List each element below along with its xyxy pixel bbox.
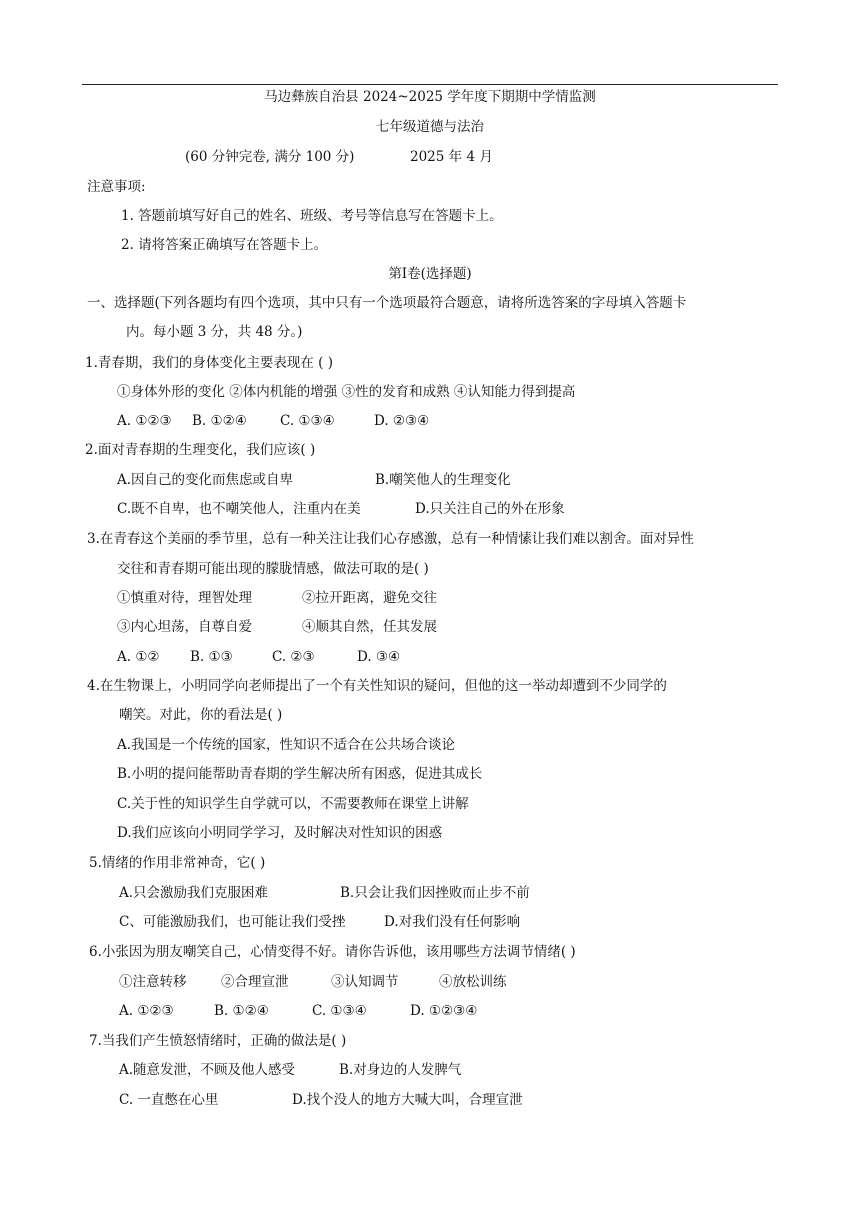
- option-a: A.因自己的变化而焦虑或自卑: [117, 472, 294, 488]
- note-item: 2. 请将答案正确填写在答题卡上。: [121, 237, 328, 253]
- option-a: A.只会激励我们克服困难: [119, 885, 269, 901]
- statement-3: ③认知调节: [331, 974, 399, 990]
- option-b: B.小明的提问能帮助青春期的学生解决所有困惑，促进其成长: [117, 766, 483, 782]
- statement-4: ④顺其自然，任其发展: [302, 619, 437, 635]
- exam-date: 2025 年 4 月: [410, 149, 493, 165]
- note-item: 1. 答题前填写好自己的姓名、班级、考号等信息写在答题卡上。: [121, 208, 503, 224]
- option-b: B. ①②④: [192, 413, 247, 429]
- option-c: C.既不自卑，也不嘲笑他人，注重内在美: [117, 501, 361, 517]
- option-d: D.对我们没有任何影响: [384, 914, 521, 930]
- option-d: D.只关注自己的外在形象: [415, 501, 565, 517]
- volume-title: 第Ⅰ卷(选择题): [388, 266, 472, 282]
- question-options: [119, 1002, 477, 1020]
- option-c: C、可能激励我们，也可能让我们受挫: [119, 914, 346, 930]
- statement-2: ②合理宣泄: [221, 974, 289, 990]
- notes-heading: 注意事项:: [87, 179, 146, 195]
- question-options: [119, 884, 530, 902]
- option-a: A. ①②③: [119, 1003, 174, 1019]
- question-options: [117, 500, 565, 518]
- option-b: B. ①③: [190, 649, 233, 665]
- question-options: [119, 1091, 523, 1109]
- question-options: [117, 471, 511, 489]
- option-c: C. 一直憋在心里: [119, 1092, 219, 1108]
- statement-3: ③内心坦荡，自尊自爱: [117, 619, 252, 635]
- option-b: B.嘲笑他人的生理变化: [375, 472, 511, 488]
- question-stem-cont: 交往和青春期可能出现的朦胧情感，做法可取的是( ): [117, 561, 429, 577]
- exam-title: 马边彝族自治县 2024~2025 学年度下期期中学情监测: [264, 89, 596, 105]
- option-b: B.对身边的人发脾气: [339, 1062, 462, 1078]
- question-stem: 3.在青春这个美丽的季节里，总有一种关注让我们心存感激，总有一种情愫让我们难以割舍。面对异性: [87, 531, 694, 547]
- question-options: [117, 648, 400, 666]
- option-a: A.随意发泄，不顾及他人感受: [119, 1062, 296, 1078]
- statement-2: ②拉开距离，避免交往: [302, 590, 437, 606]
- question-options: [117, 412, 429, 430]
- option-d: D. ①②③④: [410, 1003, 478, 1019]
- option-c: C. ①③④: [280, 413, 335, 429]
- question-stem: 6.小张因为朋友嘲笑自己，心情变得不好。请你告诉他，该用哪些方法调节情绪( ): [89, 944, 576, 960]
- option-b: B.只会让我们因挫败而止步不前: [340, 885, 530, 901]
- question-options: [119, 913, 520, 931]
- question-stem: 4.在生物课上，小明同学向老师提出了一个有关性知识的疑问，但他的这一举动却遭到不少同学的: [87, 678, 667, 694]
- question-stem: 1.青春期，我们的身体变化主要表现在 ( ): [85, 355, 333, 371]
- option-d: D.我们应该向小明同学学习，及时解决对性知识的困惑: [117, 825, 443, 841]
- exam-subject: 七年级道德与法治: [376, 119, 484, 135]
- question-stem-cont: 嘲笑。对此，你的看法是( ): [119, 707, 283, 723]
- section-instructions: 一、选择题(下列各题均有四个选项，其中只有一个选项最符合题意，请将所选答案的字母填入答题卡: [87, 295, 687, 311]
- option-a: A. ①②: [117, 649, 160, 665]
- option-c: C.关于性的知识学生自学就可以，不需要教师在课堂上讲解: [117, 796, 469, 812]
- section-instructions-cont: 内。每小题 3 分，共 48 分。): [126, 324, 303, 340]
- option-d: D.找个没人的地方大喊大叫，合理宣泄: [292, 1092, 523, 1108]
- question-statements: [117, 618, 437, 636]
- option-c: C. ①③④: [312, 1003, 367, 1019]
- question-statements: [117, 589, 437, 607]
- option-d: D. ②③④: [374, 413, 430, 429]
- exam-info: (60 分钟完卷, 满分 100 分): [185, 149, 355, 165]
- statement-1: ①慎重对待，理智处理: [117, 590, 252, 606]
- question-stem: 5.情绪的作用非常神奇，它( ): [89, 855, 266, 871]
- question-stem: 7.当我们产生愤怒情绪时，正确的做法是( ): [89, 1033, 347, 1049]
- question-statements: [119, 973, 507, 991]
- header-rule: [82, 84, 778, 85]
- question-options: [119, 1061, 461, 1079]
- option-a: A.我国是一个传统的国家，性知识不适合在公共场合谈论: [117, 737, 456, 753]
- question-statements: ①身体外形的变化 ②体内机能的增强 ③性的发育和成熟 ④认知能力得到提高: [117, 384, 576, 400]
- option-b: B. ①②④: [214, 1003, 269, 1019]
- question-stem: 2.面对青春期的生理变化，我们应该( ): [85, 442, 316, 458]
- statement-4: ④放松训练: [439, 974, 507, 990]
- option-a: A. ①②③: [117, 413, 172, 429]
- statement-1: ①注意转移: [119, 974, 187, 990]
- option-d: D. ③④: [357, 649, 401, 665]
- option-c: C. ②③: [272, 649, 315, 665]
